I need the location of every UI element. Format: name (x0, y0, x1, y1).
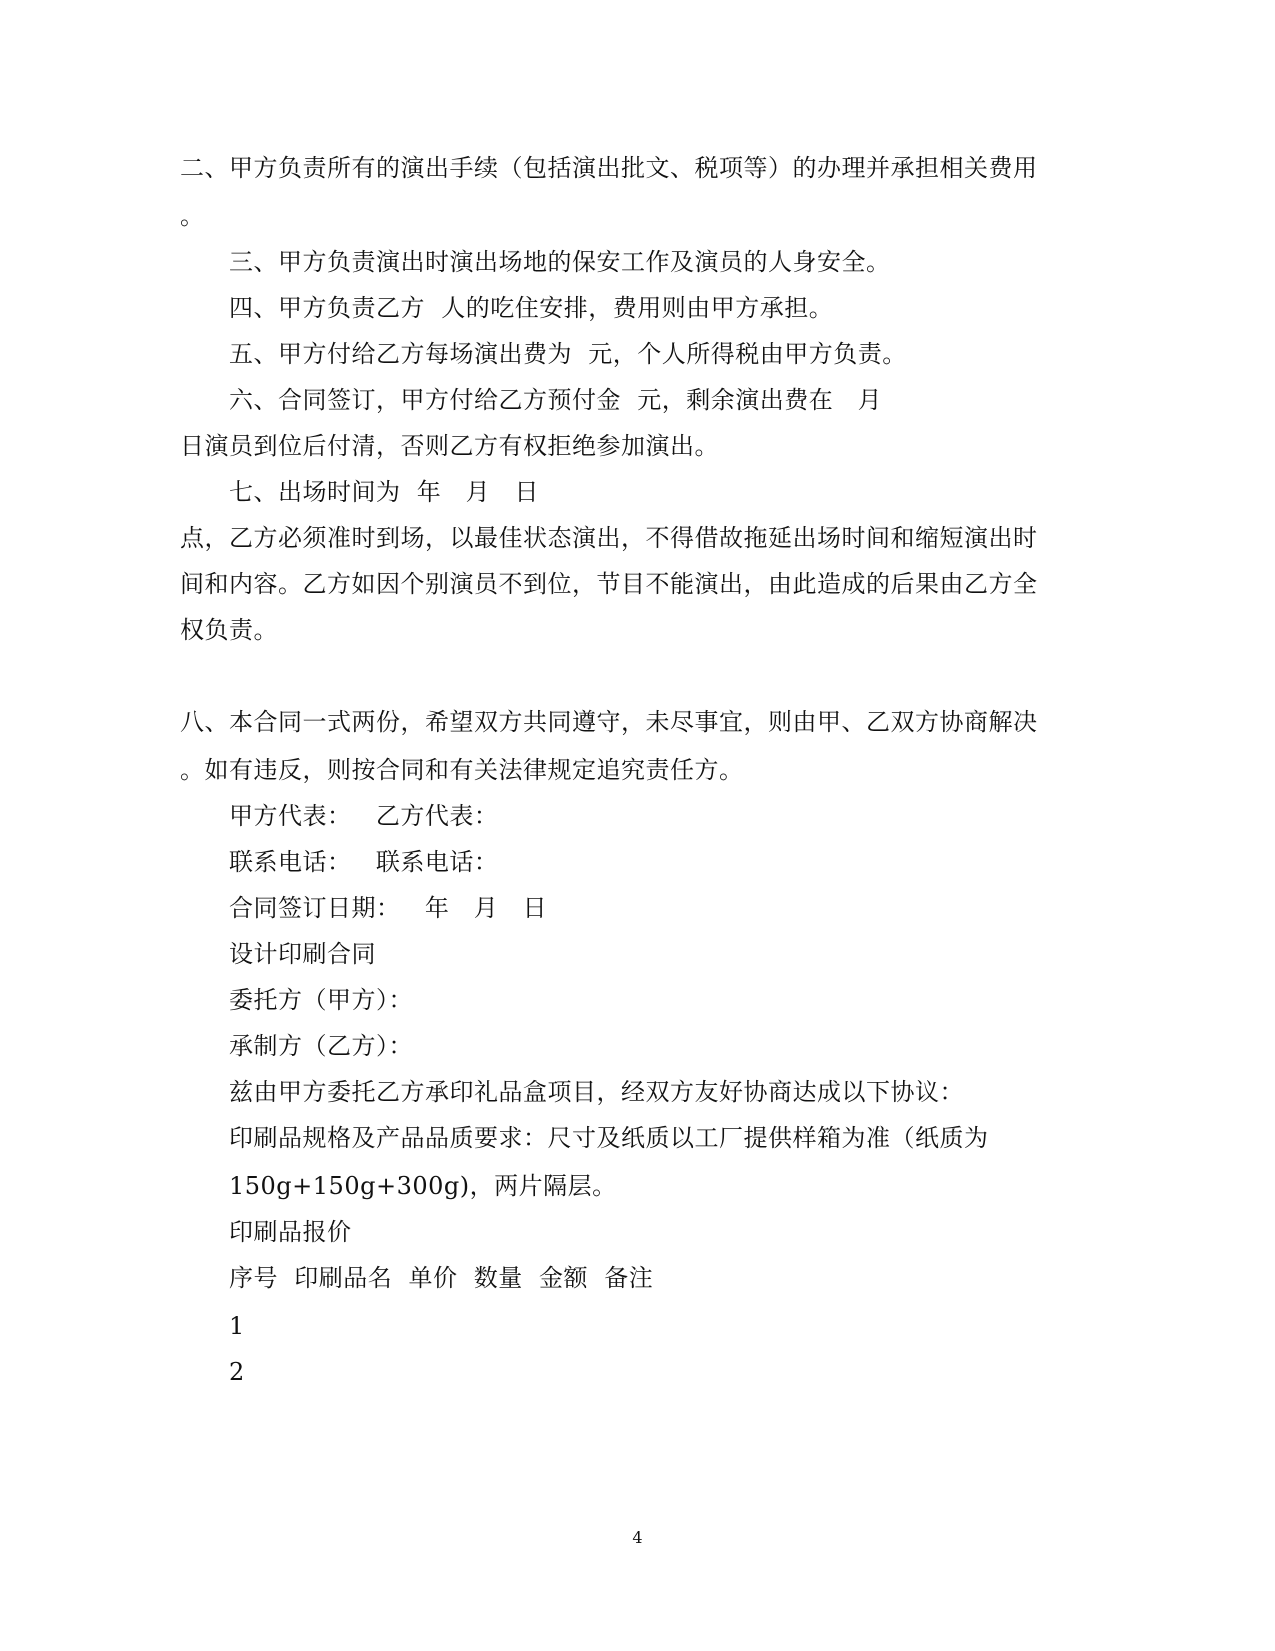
clause-8-line-2: 。如有违反，则按合同和有关法律规定追究责任方。 (180, 756, 744, 784)
clause-2-line-1: 二、甲方负责所有的演出手续（包括演出批文、税项等）的办理并承担相关费用 (180, 154, 1038, 182)
page-number: 4 (632, 1528, 643, 1547)
contractor-party: 承制方（乙方）： (229, 1032, 413, 1060)
clause-2-line-2: 。 (180, 202, 205, 230)
representatives-line: 甲方代表： 乙方代表： (229, 802, 499, 830)
clause-4: 四、甲方负责乙方 人的吃住安排，费用则由甲方承担。 (229, 294, 834, 322)
clause-7-line-1: 七、出场时间为 年 月 日 (229, 478, 540, 506)
signing-date-line: 合同签订日期： 年 月 日 (229, 894, 548, 922)
phone-line: 联系电话： 联系电话： (229, 848, 499, 876)
client-party: 委托方（甲方）： (229, 986, 413, 1014)
clause-6-line-1: 六、合同签订，甲方付给乙方预付金 元，剩余演出费在 月 (229, 386, 883, 414)
spec-line-1: 印刷品规格及产品品质要求：尺寸及纸质以工厂提供样箱为准（纸质为 (229, 1124, 989, 1152)
clause-6-line-2: 日演员到位后付清，否则乙方有权拒绝参加演出。 (180, 432, 719, 460)
quote-row-2: 2 (229, 1358, 245, 1386)
clause-8-line-1: 八、本合同一式两份，希望双方共同遵守，未尽事宜，则由甲、乙双方协商解决 (180, 708, 1038, 736)
clause-3: 三、甲方负责演出时演出场地的保安工作及演员的人身安全。 (229, 248, 891, 276)
quote-table-header: 序号 印刷品名 单价 数量 金额 备注 (229, 1264, 654, 1292)
contract-title: 设计印刷合同 (229, 940, 376, 968)
clause-7-line-4: 权负责。 (180, 616, 278, 644)
clause-7-line-2: 点，乙方必须准时到场，以最佳状态演出，不得借故拖延出场时间和缩短演出时 (180, 524, 1038, 552)
spec-line-2: 150g+150g+300g)，两片隔层。 (229, 1172, 617, 1200)
quote-heading: 印刷品报价 (229, 1218, 352, 1246)
clause-7-line-3: 间和内容。乙方如因个别演员不到位，节目不能演出，由此造成的后果由乙方全 (180, 570, 1038, 598)
quote-row-1: 1 (229, 1312, 245, 1340)
agreement-intro: 兹由甲方委托乙方承印礼品盒项目，经双方友好协商达成以下协议： (229, 1078, 964, 1106)
clause-5: 五、甲方付给乙方每场演出费为 元，个人所得税由甲方负责。 (229, 340, 907, 368)
